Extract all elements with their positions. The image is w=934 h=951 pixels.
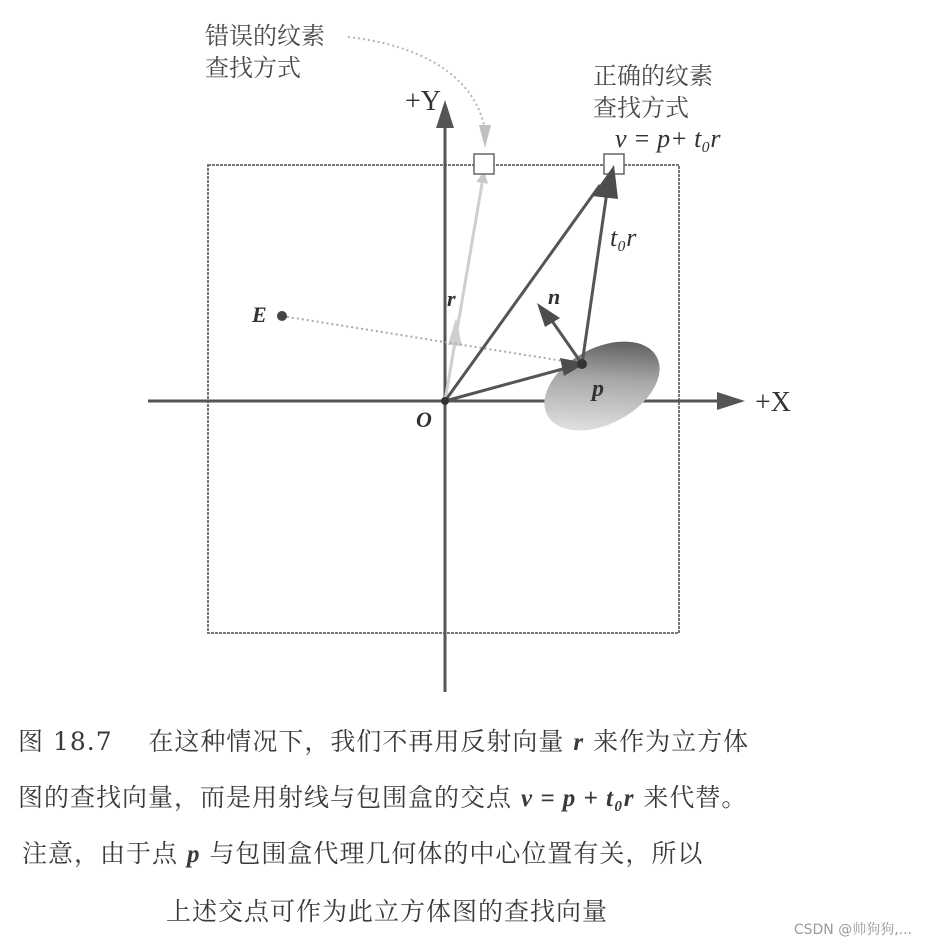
n-label: n (548, 284, 561, 309)
x-axis-arrow-icon (717, 392, 745, 410)
correct-lookup-label-1: 正确的纹素 (593, 62, 713, 90)
point-p (577, 359, 587, 369)
p-label: p (592, 376, 604, 402)
wrong-lookup-arrow-icon (479, 125, 491, 148)
vector-t0r (582, 185, 608, 364)
caption-text: 注意，由于点 (22, 839, 179, 868)
caption-text: 与包围盒代理几何体的中心位置有关，所以 (209, 839, 704, 868)
y-axis-label: +Y (405, 86, 442, 117)
origin-label: O (416, 407, 432, 432)
eye-point (277, 311, 287, 321)
caption-var-p: p (186, 841, 201, 868)
wrong-lookup-label-2: 查找方式 (205, 54, 301, 82)
eye-ray (282, 316, 582, 364)
caption-text: 在这种情况下，我们不再用反射向量 (148, 727, 565, 756)
caption-text: 来作为立方体 (593, 727, 750, 756)
origin-point (441, 397, 449, 405)
caption-text: 来代替。 (643, 783, 748, 812)
wrong-texel-marker (474, 154, 494, 174)
caption-text: 上述交点可作为此立方体图的查找向量 (166, 897, 609, 926)
t0r-label: t₀r (610, 223, 637, 252)
caption-line-1 (18, 722, 934, 758)
caption-line-3 (22, 834, 934, 870)
formula-v: v = p+ t₀r (615, 124, 721, 153)
watermark: CSDN @帅狗狗,... (793, 922, 912, 938)
figure-number: 图 18.7 (18, 727, 113, 756)
x-axis-label: +X (755, 387, 792, 418)
caption-formula: v = p + t₀r (520, 785, 635, 812)
wrong-lookup-label-1: 错误的纹素 (205, 22, 325, 50)
r-label: r (447, 286, 456, 311)
caption-text: 图的查找向量，而是用射线与包围盒的交点 (18, 783, 513, 812)
caption-var-r: r (573, 729, 585, 756)
correct-lookup-label-2: 查找方式 (593, 94, 689, 122)
caption-line-2 (18, 778, 934, 814)
normal-vector (550, 318, 582, 364)
eye-label: E (252, 302, 267, 327)
